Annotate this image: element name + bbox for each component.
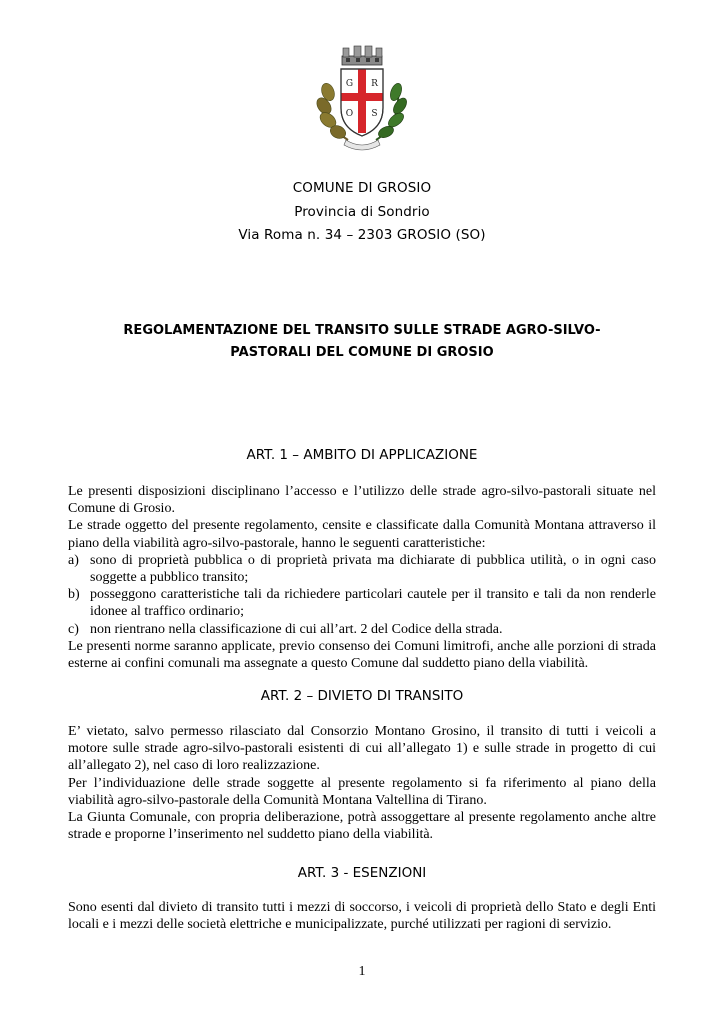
art2-paragraph-3: La Giunta Comunale, con propria deliberazione, potrà assoggettare al presente regolamento anche altre strade e proporne l’inserimento nel suddetto piano della viabilità. bbox=[68, 810, 656, 843]
art2-body bbox=[68, 723, 656, 843]
art3-heading: ART. 3 - ESENZIONI bbox=[297, 865, 427, 881]
crown-icon bbox=[342, 46, 382, 65]
province-name: Provincia di Sondrio bbox=[294, 204, 430, 220]
art2-paragraph-1: E’ vietato, salvo permesso rilasciato dal Consorzio Montano Grosino, il transito di tutti i veicoli a motore sulle strade agro-silvo-pastorali esistenti di cui all’allegato 1) e sulle strade in progetto di cui all’allegato 2), nel caso di loro realizzazione. bbox=[68, 724, 656, 774]
document-title-line-1: REGOLAMENTAZIONE DEL TRANSITO SULLE STRADE AGRO-SILVO- bbox=[123, 323, 601, 338]
crest-letter-o: O bbox=[345, 109, 354, 119]
list-item-text: posseggono caratteristiche tali da richiedere particolari cautele per il transito e tali da non renderle idonee al traffico ordinario; bbox=[90, 587, 656, 620]
art2-heading: ART. 2 – DIVIETO DI TRANSITO bbox=[260, 688, 464, 704]
art1-paragraph-3: Le presenti norme saranno applicate, previo consenso dei Comuni limitrofi, anche alle porzioni di strada esterne ai confini comunali ma assegnate a questo Comune dal suddetto piano della viabilità. bbox=[68, 638, 656, 672]
shield-icon bbox=[341, 69, 383, 136]
crest-letter-s: S bbox=[371, 109, 378, 119]
art1-list-item-c bbox=[68, 621, 656, 638]
list-marker: a) bbox=[68, 552, 79, 568]
page-number: 1 bbox=[358, 964, 366, 979]
list-marker: c) bbox=[68, 621, 79, 637]
art1-list-item-b bbox=[68, 586, 656, 620]
crest-letter-g: G bbox=[345, 79, 354, 89]
art3-paragraph-1: Sono esenti dal divieto di transito tutti i mezzi di soccorso, i veicoli di proprietà dello Stato e degli Enti locali e i mezzi delle società elettriche e municipalizzate, purché utilizzati per ragioni di servizio. bbox=[68, 900, 656, 933]
document-title bbox=[70, 320, 654, 364]
list-marker: b) bbox=[68, 587, 80, 603]
municipality-address: Via Roma n. 34 – 2303 GROSIO (SO) bbox=[238, 227, 486, 243]
art1-heading: ART. 1 – AMBITO DI APPLICAZIONE bbox=[246, 447, 478, 463]
list-item-text: non rientrano nella classificazione di cui all’art. 2 del Codice della strada. bbox=[90, 621, 503, 637]
art1-paragraph-1: Le presenti disposizioni disciplinano l’accesso e l’utilizzo delle strade agro-silvo-pastorali situate nel Comune di Grosio. bbox=[68, 484, 656, 517]
municipality-name: COMUNE DI GROSIO bbox=[292, 180, 432, 196]
list-item-text: sono di proprietà pubblica o di proprietà privata ma dichiarate di pubblica utilità, o in ogni caso soggette a pubblico transito; bbox=[90, 552, 656, 586]
municipal-crest-emblem bbox=[310, 44, 414, 154]
art1-body bbox=[68, 483, 656, 672]
crest-letter-r: R bbox=[371, 79, 378, 89]
art1-paragraph-2: Le strade oggetto del presente regolamento, censite e classificate dalla Comunità Montana attraverso il piano della viabilità agro-silvo-pastorale, hanno le seguenti caratteristiche: bbox=[68, 518, 656, 551]
art1-list-item-a bbox=[68, 552, 656, 586]
art2-paragraph-2: Per l’individuazione delle strade soggette al presente regolamento si fa riferimento al piano della viabilità agro-silvo-pastorale della Comunità Montana Valtellina di Tirano. bbox=[68, 775, 656, 808]
ribbon-icon bbox=[344, 140, 380, 150]
document-title-line-2: PASTORALI DEL COMUNE DI GROSIO bbox=[230, 345, 494, 360]
art3-body bbox=[68, 899, 656, 933]
